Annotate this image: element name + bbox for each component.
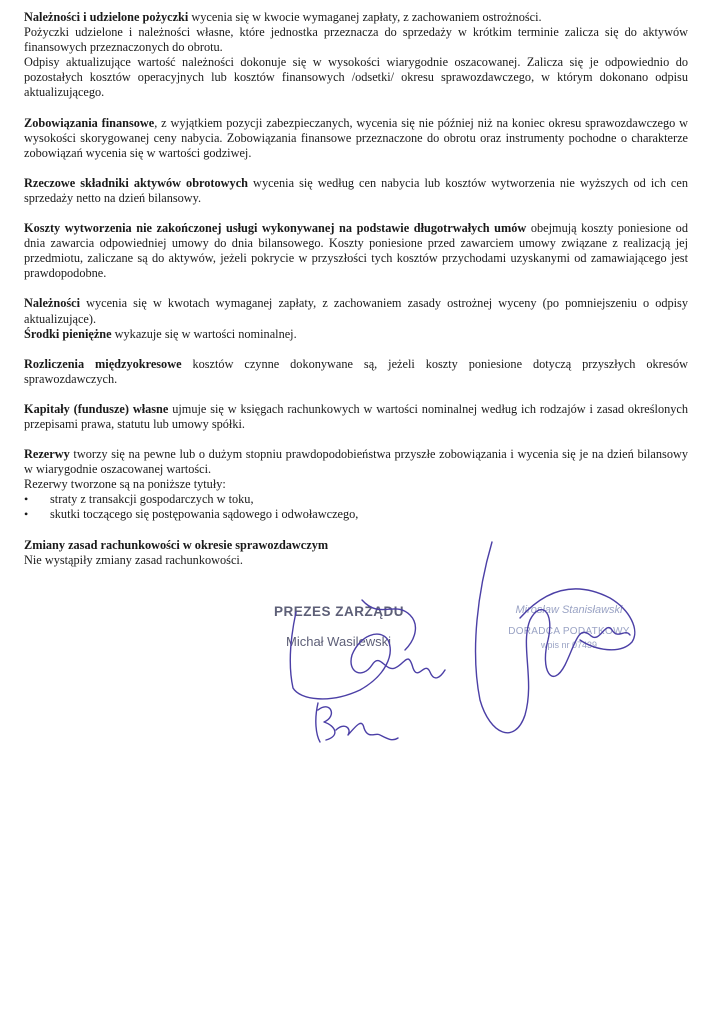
text-current-assets: wycenia się według cen nabycia lub kosztów wytworzenia nie wyższych od ich cen sprzedaży netto na dzień bilansowy. [24, 175, 688, 205]
heading-financial-liabilities: Zobowiązania finansowe [24, 115, 155, 130]
paragraph-provisions [24, 447, 688, 477]
text-production-costs: obejmują koszty poniesione od dnia zawarcia odpowiedniej umowy do dnia bilansowego. Koszty poniesione przed zawarciem umowy związane z realizacją jej przedmiotu, zaliczane są do aktywów, jeżeli pokrycie w przyszłości tych kosztów przychodami uzyskanymi od zamawiającego jest prawdopodobne. [24, 221, 688, 281]
advisor-number: wpis nr 07439 [540, 640, 598, 650]
paragraph-write-downs: Odpisy aktualizujące wartość należności dokonuje się w wysokości wiarygodnie oszacowanej. Zalicza się je odpowiednio do pozostałych kosztów operacyjnych lub kosztów finansowych /odsetki/ okresu sprawozdawczego, w którym dokonano odpisu aktualizującego. [24, 55, 688, 100]
heading-equity: Kapitały (fundusze) własne [24, 401, 169, 416]
text-cash: wykazuje się w wartości nominalnej. [111, 326, 297, 341]
provisions-list [24, 492, 688, 522]
stamp-title: PREZES ZARZĄDU [274, 604, 405, 619]
list-item: • straty z transakcji gospodarczych w toku, [24, 492, 688, 507]
advisor-name: Mirosław Stanisławski [515, 604, 623, 616]
paragraph-accruals [24, 357, 688, 387]
initials-signature [316, 703, 398, 742]
paragraph-provisions-titles: Rezerwy tworzone są na poniższe tytuły: [24, 477, 226, 492]
heading-policy-changes: Zmiany zasad rachunkowości w okresie sprawozdawczym [24, 537, 329, 552]
text-financial-liabilities: , z wyjątkiem pozycji zabezpieczanych, wycenia się nie później niż na koniec okresu sprawozdawczego w wysokości skorygowanej ceny nabycia. Zobowiązania finansowe przeznaczone do obrotu oraz instrumenty pochodne o charakterze zobowiązań wycenia się w wartości godziwej. [24, 115, 688, 160]
paragraph-policy-changes: Nie wystąpiły zmiany zasad rachunkowości. [24, 552, 243, 567]
document-body [24, 10, 688, 568]
paragraph-current-assets [24, 176, 688, 206]
paragraph-production-costs [24, 221, 688, 281]
heading-production-costs: Koszty wytworzenia nie zakończonej usługi wykonywanej na podstawie długotrwałych umów [24, 221, 527, 236]
heading-cash: Środki pieniężne [24, 326, 112, 341]
heading-provisions: Rezerwy [24, 447, 70, 462]
text-equity: ujmuje się w księgach rachunkowych w wartości nominalnej według ich rodzajów i zasad określonych przepisami prawa, statutu lub umowy spółki. [24, 401, 689, 431]
paragraph-financial-liabilities [24, 116, 688, 161]
heading-accruals: Rozliczenia międzyokresowe [24, 356, 182, 371]
text-accruals: kosztów czynne dokonywane są, jeżeli koszty poniesione dotyczą przyszłych okresów sprawozdawczych. [24, 356, 688, 386]
text-receivables-loans: wycenia się w kwocie wymaganej zapłaty, z zachowaniem ostrożności. [188, 10, 542, 24]
text-provisions: tworzy się na pewne lub o dużym stopniu prawdopodobieństwa przyszłe zobowiązania i wycenia się je na dzień bilansowy w wiarygodnie oszacowanej wartości. [24, 447, 688, 477]
president-stamp [274, 604, 424, 649]
heading-current-assets: Rzeczowe składniki aktywów obrotowych [24, 175, 248, 190]
paragraph-receivables [24, 296, 688, 326]
text-receivables: wycenia się w kwotach wymaganej zapłaty, z zachowaniem zasady ostrożnej wyceny (po pomniejszeniu o odpisy aktualizujące). [24, 296, 688, 326]
list-item: • skutki toczącego się postępowania sądowego i odwoławczego, [24, 507, 688, 522]
stamp-name: Michał Wasilewski [286, 634, 391, 649]
paragraph-cash [24, 327, 688, 342]
paragraph-loans-trading: Pożyczki udzielone i należności własne, które jednostka przeznacza do sprzedaży w krótkim terminie zalicza się do aktywów finansowych przeznaczonych do obrotu. [24, 25, 688, 55]
heading-receivables-loans: Należności i udzielone pożyczki [24, 10, 189, 24]
advisor-role: DORADCA PODATKOWY [508, 626, 630, 637]
paragraph-equity [24, 402, 688, 432]
paragraph-receivables-loans [24, 10, 688, 25]
tax-advisor-stamp [484, 604, 654, 650]
heading-receivables: Należności [24, 296, 81, 311]
